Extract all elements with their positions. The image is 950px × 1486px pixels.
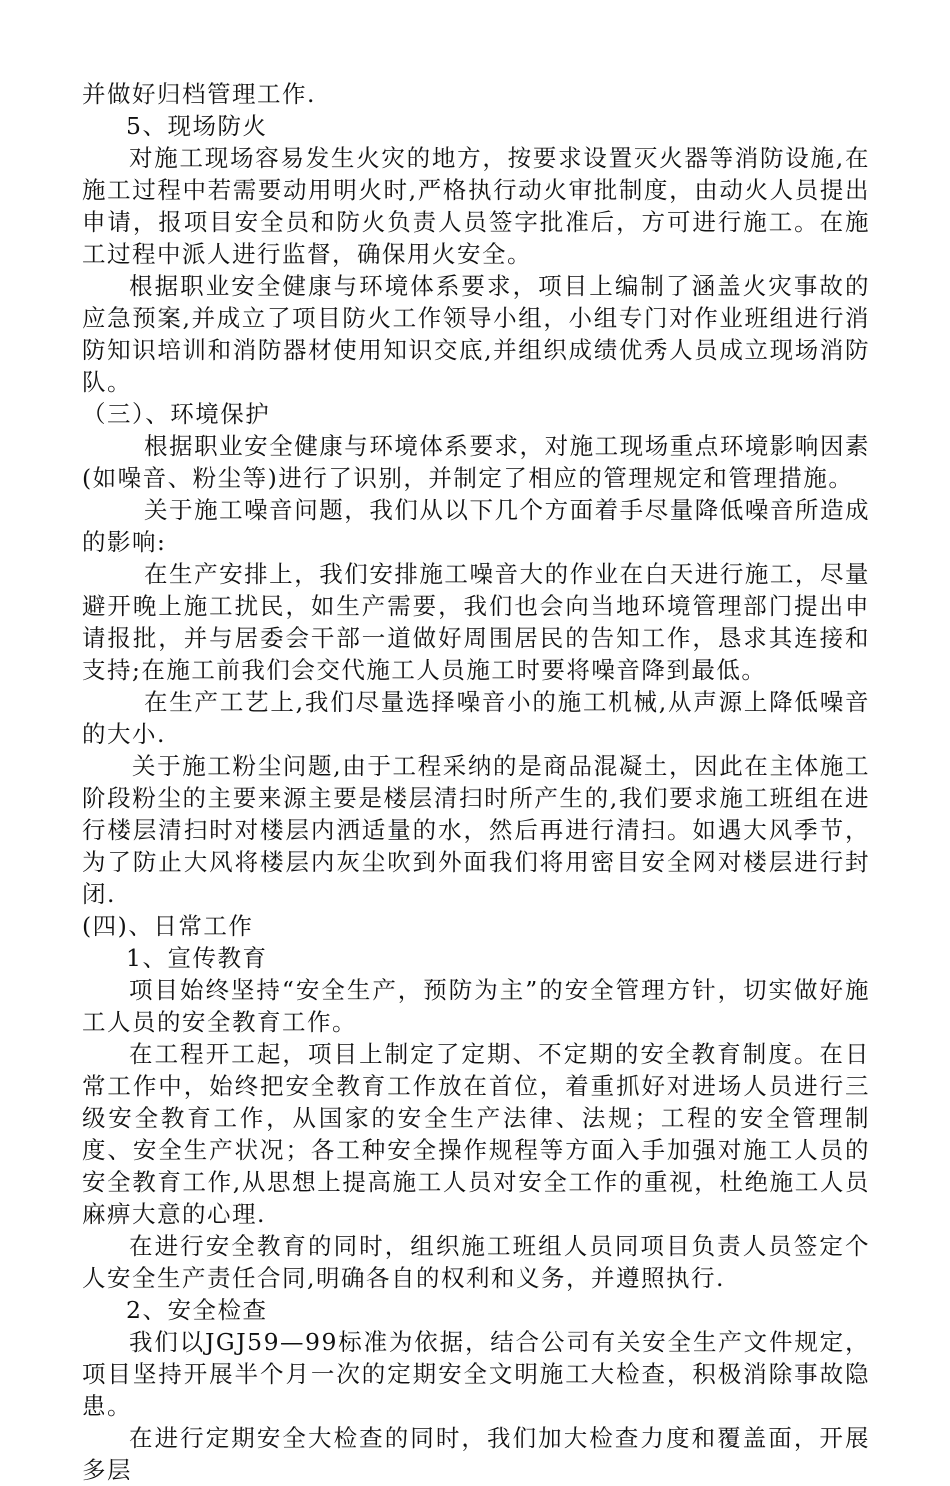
section-heading-environment: （三）、环境保护: [82, 400, 271, 428]
paragraph-continuation: 并做好归档管理工作.: [82, 80, 316, 108]
paragraph-inspection-standard: 我们以JGJ59—99标准为依据，结合公司有关安全生产文件规定，项目坚持开展半个月一次的定期安全文明施工大检查，积极消除事故隐患。: [82, 1328, 870, 1420]
paragraph-safety-policy: 项目始终坚持“安全生产，预防为主”的安全管理方针，切实做好施工人员的安全教育工作。: [82, 976, 870, 1036]
paragraph-environment-factors: 根据职业安全健康与环境体系要求，对施工现场重点环境影响因素(如噪音、粉尘等)进行了识别，并制定了相应的管理规定和管理措施。: [82, 432, 870, 492]
paragraph-fire-facilities: 对施工现场容易发生火灾的地方，按要求设置灭火器等消防设施,在施工过程中若需要动用明火时,严格执行动火审批制度，由动火人员提出申请，报项目安全员和防火负责人员签字批准后，方可进行施工。在施工过程中派人进行监督，确保用火安全。: [82, 144, 870, 268]
paragraph-fire-plan: 根据职业安全健康与环境体系要求，项目上编制了涵盖火灾事故的应急预案,并成立了项目防火工作领导小组，小组专门对作业班组进行消防知识培训和消防器材使用知识交底,并组织成绩优秀人员成立现场消防队。: [82, 272, 870, 396]
subheading-safety-inspection: 2、安全检查: [126, 1296, 268, 1324]
document-body: [82, 78, 870, 1486]
paragraph-dust: 关于施工粉尘问题,由于工程采纳的是商品混凝土，因此在主体施工阶段粉尘的主要来源主要是楼层清扫时所产生的,我们要求施工班组在进行楼层清扫时对楼层内洒适量的水，然后再进行清扫。如遇大风季节，为了防止大风将楼层内灰尘吹到外面我们将用密目安全网对楼层进行封闭.: [82, 752, 870, 908]
paragraph-noise-process: 在生产工艺上,我们尽量选择噪音小的施工机械,从声源上降低噪音的大小.: [82, 688, 870, 748]
paragraph-noise-schedule: 在生产安排上，我们安排施工噪音大的作业在白天进行施工，尽量避开晚上施工扰民，如生产需要，我们也会向当地环境管理部门提出申请报批，并与居委会干部一道做好周围居民的告知工作，恳求其连接和支持;在施工前我们会交代施工人员施工时要将噪音降到最低。: [82, 560, 870, 684]
paragraph-noise-intro: 关于施工噪音问题，我们从以下几个方面着手尽量降低噪音所造成的影响:: [82, 496, 870, 556]
paragraph-responsibility-contract: 在进行安全教育的同时，组织施工班组人员同项目负责人员签定个人安全生产责任合同,明确各自的权利和义务，并遵照执行.: [82, 1232, 870, 1292]
subheading-fire-prevention: 5、现场防火: [126, 112, 268, 140]
subheading-education: 1、宣传教育: [126, 944, 268, 972]
paragraph-inspection-expansion: 在进行定期安全大检查的同时，我们加大检查力度和覆盖面，开展多层: [82, 1424, 870, 1484]
paragraph-education-system: 在工程开工起，项目上制定了定期、不定期的安全教育制度。在日常工作中，始终把安全教育工作放在首位，着重抓好对进场人员进行三级安全教育工作，从国家的安全生产法律、法规；工程的安全管理制度、安全生产状况；各工种安全操作规程等方面入手加强对施工人员的安全教育工作,从思想上提高施工人员对安全工作的重视，杜绝施工人员麻痹大意的心理.: [82, 1040, 870, 1228]
section-heading-daily-work: (四)、日常工作: [82, 912, 254, 940]
